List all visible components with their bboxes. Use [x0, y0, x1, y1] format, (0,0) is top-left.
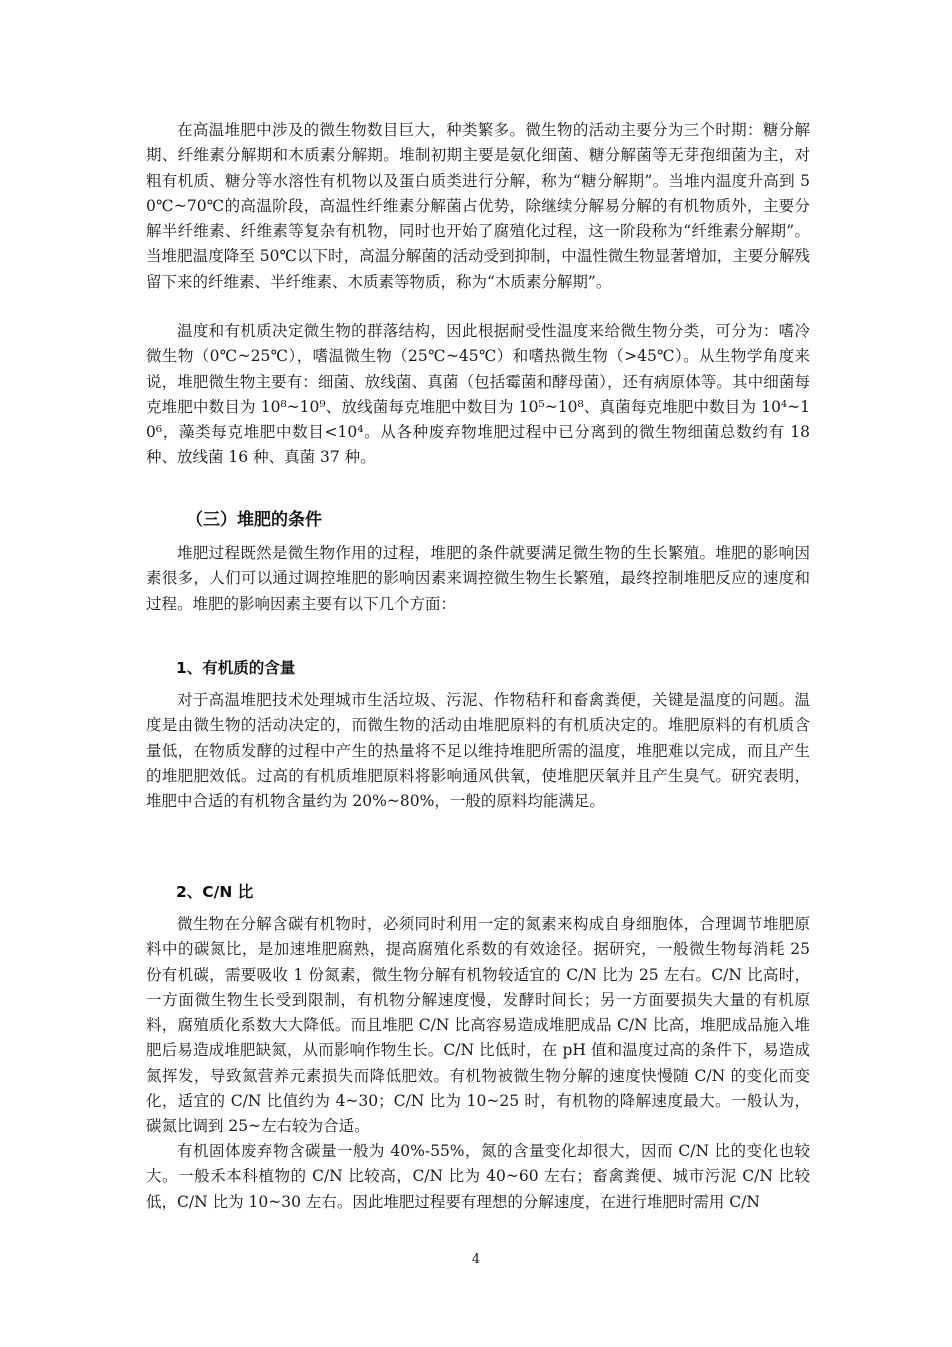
- paragraph-compost-conditions: 堆肥过程既然是微生物作用的过程，堆肥的条件就要满足微生物的生长繁殖。堆肥的影响因素很多，人们可以通过调控堆肥的影响因素来调控微生物生长繁殖，最终控制堆肥反应的速度和过程。堆肥的影响因素主要有以下几个方面：: [146, 544, 810, 613]
- paragraph-cn-ratio: 微生物在分解含碳有机物时，必须同时利用一定的氮素来构成自身细胞体，合理调节堆肥原料中的碳氮比，是加速堆肥腐熟，提高腐殖化系数的有效途径。据研究，一般微生物每消耗 25 份有机碳，需要吸收 1 份氮素，微生物分解有机物较适宜的 C/N 比为 25 左右。C/N 比高时，一方面微生物生长受到限制，有机物分解速度慢，发酵时间长；另一方面要损失大量的有机原料，腐殖质化系数大大降低。而且堆肥 C/N 比高容易造成堆肥成品 C/N 比高，堆肥成品施入堆肥后易造成堆肥缺氮，从而影响作物生长。C/N 比低时，在 pH 值和温度过高的条件下，易造成氮挥发，导致氮营养元素损失而降低肥效。有机物被微生物分解的速度快慢随 C/N 的变化而变化，适宜的 C/N 比值约为 4~30；C/N 比为 10~25 时，有机物的降解速度最大。一般认为，碳氮比调到 25~左右较为合适。: [146, 915, 810, 1136]
- paragraph-microbe-classification: 温度和有机质决定微生物的群落结构，因此根据耐受性温度来给微生物分类，可分为：嗜冷微生物（0℃~25℃），嗜温微生物（25℃~45℃）和嗜热微生物（>45℃）。从生物学角度来说，堆肥微生物主要有：细菌、放线菌、真菌（包括霉菌和酵母菌），还有病原体等。其中细菌每克堆肥中数目为 10⁸~10⁹、放线菌每克堆肥中数目为 10⁵~10⁸、真菌每克堆肥中数目为 10⁴~10⁶，藻类每克堆肥中数目<10⁴。从各种废弃物堆肥过程中已分离到的微生物细菌总数约有 18 种、放线菌 16 种、真菌 37 种。: [146, 322, 810, 467]
- paragraph-carbon-content: 有机固体废弃物含碳量一般为 40%-55%，氮的含量变化却很大，因而 C/N 比的变化也较大。一般禾本科植物的 C/N 比较高，C/N 比为 40~60 左右；畜禽粪便、城市污泥 C/N 比较低，C/N 比为 10~30 左右。因此堆肥过程要有理想的分解速度，在进行堆肥时需用 C/N: [146, 1142, 810, 1211]
- section-heading-compost-conditions: （三）堆肥的条件: [186, 510, 322, 530]
- page-number: 4: [471, 1252, 481, 1267]
- subheading-organic-content: 1、有机质的含量: [176, 659, 296, 677]
- paragraph-microbe-periods: 在高温堆肥中涉及的微生物数目巨大，种类繁多。微生物的活动主要分为三个时期：糖分解期、纤维素分解期和木质素分解期。堆制初期主要是氨化细菌、糖分解菌等无芽孢细菌为主，对粗有机质、糖分等水溶性有机物以及蛋白质类进行分解，称为“糖分解期”。当堆内温度升高到 50℃~70℃的高温阶段，高温性纤维素分解菌占优势，除继续分解易分解的有机物质外，主要分解半纤维素、纤维素等复杂有机物，同时也开始了腐殖化过程，这一阶段称为“纤维素分解期”。当堆肥温度降至 50℃以下时，高温分解菌的活动受到抑制，中温性微生物显著增加，主要分解残留下来的纤维素、半纤维素、木质素等物质，称为“木质素分解期”。: [146, 121, 810, 291]
- subheading-cn-ratio: 2、C/N 比: [176, 883, 254, 901]
- paragraph-organic-content: 对于高温堆肥技术处理城市生活垃圾、污泥、作物秸秆和畜禽粪便，关键是温度的问题。温度是由微生物的活动决定的，而微生物的活动由堆肥原料的有机质决定的。堆肥原料的有机质含量低，在物质发酵的过程中产生的热量将不足以维持堆肥所需的温度，堆肥难以完成，而且产生的堆肥肥效低。过高的有机质堆肥原料将影响通风供氧，使堆肥厌氧并且产生臭气。研究表明，堆肥中合适的有机物含量约为 20%~80%，一般的原料均能满足。: [146, 691, 810, 811]
